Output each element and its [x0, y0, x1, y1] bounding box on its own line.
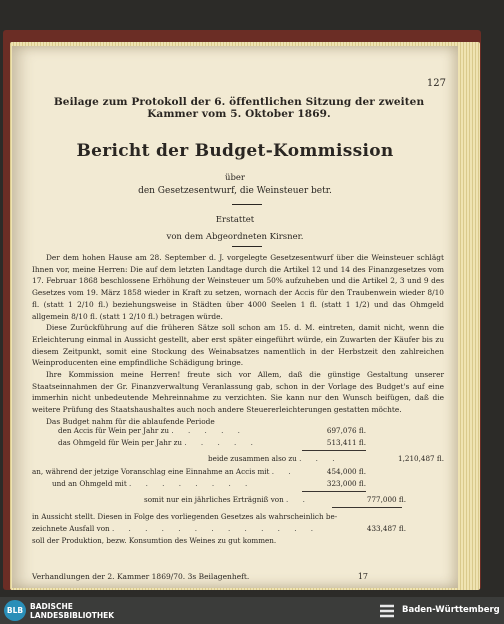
- title-over: über: [224, 173, 245, 183]
- paragraph: Der dem hohen Hause am 28. September d. J. vorgelegte Gesetzesentwurf über die Weinsteuer schlägt Ihnen vor, meine Herren: Die auf dem letzten Landtage durch die Artikel 12 und 14 des Finanzgesetzes vom 17. Februar 1868 beschlossene Erhöhung der Weinsteuer um 50% aufzuheben und die Artikel 2, 3 und 9 des Gesetzes vom 19. März 1858 wieder in Kraft zu setzen, wornach der Accis für den Traubenwein wieder 8/10 fl. (statt 1 2/10 fl.) beziehungsweise in Städten über 4000 Seelen 1 fl. (statt 1 1/2) und das Ohmgeld allgemein 8/10 fl. (statt 1 2/10 fl.) betragen würde.: [32, 253, 444, 321]
- ledger-label: und an Ohmgeld mit . . . . . . . .: [52, 479, 254, 488]
- reporter-line: von dem Abgeordneten Kirsner.: [166, 232, 304, 242]
- baden-wuerttemberg-crest-icon[interactable]: [378, 602, 396, 620]
- library-name[interactable]: [30, 602, 114, 620]
- closing-amount: 433,487 fl.: [366, 524, 406, 533]
- paragraph: Das Budget nahm für die ablaufende Periode: [46, 416, 215, 426]
- closing-line: zeichnete Ausfall von . . . . . . . . . . . . .: [32, 524, 320, 533]
- sum-rule: [302, 491, 366, 492]
- page-number: 127: [426, 78, 446, 89]
- ledger-label: an, während der jetzige Voranschlag eine Einnahme an Accis mit . .: [32, 467, 297, 476]
- footer-source: Verhandlungen der 2. Kammer 1869/70. 3s Beilagenheft.: [32, 572, 250, 581]
- ledger-label: somit nur ein jährliches Erträgniß von . .: [144, 495, 311, 504]
- divider: [232, 204, 262, 205]
- library-name-line-1: BADISCHE: [30, 602, 73, 611]
- ledger-amount: 454,000 fl.: [326, 467, 366, 476]
- library-name-line-2: LANDESBIBLIOTHEK: [30, 611, 115, 620]
- ledger-label: den Accis für Wein per Jahr zu . . . . .: [58, 426, 246, 435]
- sum-rule: [302, 450, 366, 451]
- book-page: [12, 46, 458, 588]
- paragraph: Ihre Kommission meine Herren! freute sich vor Allem, daß die günstige Gestaltung unserer Staatseinnahmen der Gr. Finanzverwaltung Veranlassung gab, schon in der Vorlage des Budget's auf eine immerhin nicht unbedeutende Mehreinnahme zu verzichten. Sie kann nur den Wunsch beifügen, daß die weitere Prüfung des Staatshaushaltes auch noch andere Steuererleichterungen gestatten möchte.: [32, 370, 444, 415]
- library-banner: [0, 597, 504, 624]
- ledger-amount: 323,000 fl.: [326, 479, 366, 488]
- ledger-amount: 777,000 fl.: [366, 495, 406, 504]
- sum-rule: [332, 507, 402, 508]
- state-name[interactable]: Baden-Württemberg: [402, 605, 500, 615]
- paragraph: Diese Zurückführung auf die früheren Sätze soll schon am 15. d. M. eintreten, damit nicht, wenn die Erleichterung einmal in Aussicht gestellt, aber erst später eingeführt würde, ein Zuwarten der Käufer bis zu diesem Zeitpunkt, somit eine Stockung des Weinabsatzes namentlich in der Herbstzeit den zahlreichen Weinproducenten eine empfindliche Schädigung bringe.: [32, 323, 444, 368]
- report-title: Bericht der Budget-Kommission: [76, 141, 394, 161]
- ledger-label: das Ohmgeld für Wein per Jahr zu . . . . .: [58, 438, 259, 447]
- report-body: [32, 252, 444, 428]
- reported-label: Erstattet: [215, 215, 255, 225]
- divider: [232, 246, 262, 247]
- ledger-label: beide zusammen also zu . . .: [208, 454, 341, 463]
- blb-logo-icon[interactable]: BLB: [4, 600, 26, 621]
- closing-line: soll der Produktion, bezw. Konsumtion des Weines zu gut kommen.: [32, 536, 277, 545]
- closing-line: in Aussicht stellt. Diesen in Folge des vorliegenden Gesetzes als wahrscheinlich be-: [32, 512, 338, 521]
- sheet-number: 17: [357, 572, 368, 581]
- protocol-header: Beilage zum Protokoll der 6. öffentlichen Sitzung der zweiten Kammer vom 5. Oktober 1869.: [53, 96, 425, 120]
- ledger-amount: 513,411 fl.: [326, 438, 366, 447]
- ledger-amount: 697,076 fl.: [326, 426, 366, 435]
- ledger-amount: 1,210,487 fl.: [398, 454, 444, 463]
- report-subject: den Gesetzesentwurf, die Weinsteuer betr.: [138, 186, 332, 196]
